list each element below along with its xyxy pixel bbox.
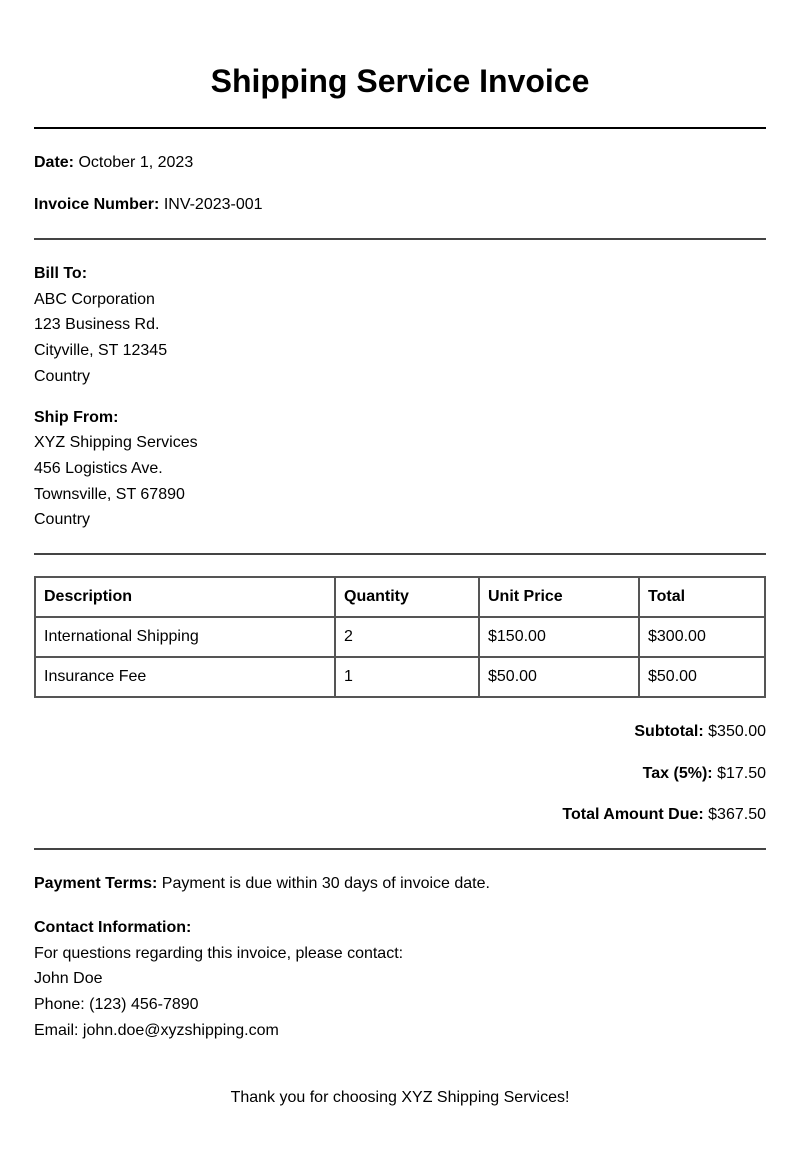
ship-from-block (34, 405, 766, 534)
cell-description: Insurance Fee (35, 657, 335, 697)
column-header-total: Total (639, 577, 765, 617)
invoice-title: Shipping Service Invoice (210, 63, 590, 99)
payment-terms-label: Payment Terms: (34, 875, 158, 893)
total-due-line (34, 805, 766, 825)
title-divider (34, 127, 766, 129)
bill-to-line: ABC Corporation (34, 290, 155, 308)
invoice-number-label: Invoice Number: (34, 196, 160, 213)
column-header-description: Description (35, 577, 335, 617)
date-value: October 1, 2023 (78, 154, 194, 171)
ship-from-line: 456 Logistics Ave. (34, 459, 163, 477)
section-divider (34, 848, 766, 850)
section-divider (34, 553, 766, 555)
bill-to-block (34, 261, 766, 390)
invoice-date (34, 153, 766, 173)
table-row (35, 617, 765, 657)
tax-value: $17.50 (717, 765, 766, 783)
contact-name: John Doe (34, 970, 103, 988)
contact-phone: Phone: (123) 456-7890 (34, 996, 199, 1014)
subtotal-value: $350.00 (708, 723, 766, 741)
line-items-table (34, 576, 766, 698)
cell-total: $300.00 (639, 617, 765, 657)
section-divider (34, 238, 766, 240)
thank-you-message: Thank you for choosing XYZ Shipping Services! (230, 1088, 570, 1106)
contact-information (34, 915, 766, 1044)
contact-email: Email: john.doe@xyzshipping.com (34, 1021, 279, 1039)
bill-to-label: Bill To: (34, 265, 88, 282)
bill-to-line: 123 Business Rd. (34, 316, 160, 334)
ship-from-line: Country (34, 511, 91, 529)
ship-from-line: XYZ Shipping Services (34, 434, 198, 452)
total-due-value: $367.50 (708, 806, 766, 824)
invoice-page (34, 0, 766, 1108)
contact-label: Contact Information: (34, 919, 192, 937)
column-header-unit-price: Unit Price (479, 577, 639, 617)
tax-line (34, 764, 766, 784)
total-due-label: Total Amount Due: (562, 806, 704, 824)
cell-quantity: 1 (335, 657, 479, 697)
cell-total: $50.00 (639, 657, 765, 697)
table-row (35, 657, 765, 697)
ship-from-label: Ship From: (34, 408, 119, 426)
cell-description: International Shipping (35, 617, 335, 657)
payment-terms (34, 874, 766, 894)
tax-label: Tax (5%): (642, 765, 713, 783)
invoice-number-value: INV-2023-001 (163, 196, 263, 213)
cell-unit-price: $150.00 (479, 617, 639, 657)
date-label: Date: (34, 154, 75, 171)
payment-terms-text: Payment is due within 30 days of invoice date. (161, 875, 490, 893)
cell-quantity: 2 (335, 617, 479, 657)
invoice-number (34, 195, 766, 215)
column-header-quantity: Quantity (335, 577, 479, 617)
cell-unit-price: $50.00 (479, 657, 639, 697)
table-header-row (35, 577, 765, 617)
contact-line: For questions regarding this invoice, please contact: (34, 944, 404, 962)
ship-from-line: Townsville, ST 67890 (34, 485, 185, 503)
bill-to-line: Country (34, 367, 91, 385)
subtotal-label: Subtotal: (634, 723, 704, 741)
subtotal-line (34, 722, 766, 742)
bill-to-line: Cityville, ST 12345 (34, 342, 168, 360)
